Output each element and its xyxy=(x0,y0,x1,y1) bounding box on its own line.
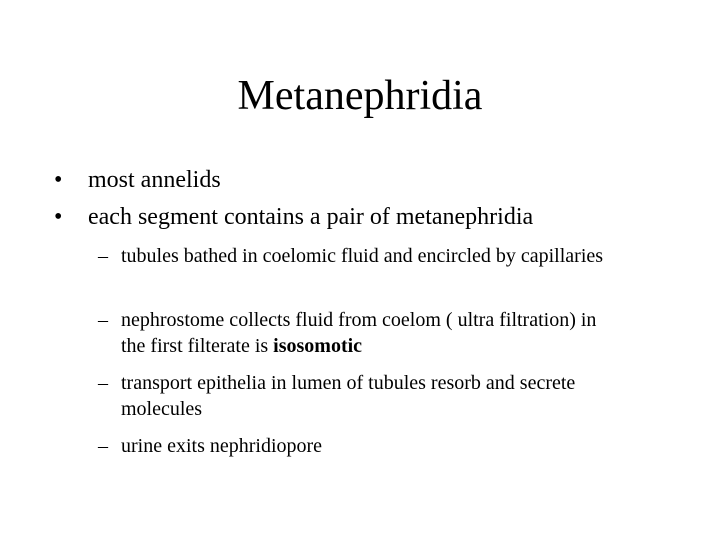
slide-title: Metanephridia xyxy=(237,73,483,119)
bullet-text: each segment contains a pair of metanephridia xyxy=(88,204,534,230)
sub-bullet-marker: – xyxy=(98,245,108,267)
sub-bullet-marker: – xyxy=(98,435,108,457)
sub-bullet-text-bold: isosomotic xyxy=(273,335,363,357)
sub-bullet-marker: – xyxy=(98,372,108,394)
bullet-marker: • xyxy=(54,167,63,193)
sub-bullet-text: urine exits nephridiopore xyxy=(121,435,323,457)
bullet-marker: • xyxy=(54,204,63,230)
bullet-text: most annelids xyxy=(88,167,221,193)
sub-bullet-text: tubules bathed in coelomic fluid and encircled by capillaries xyxy=(121,245,604,267)
sub-bullet-marker: – xyxy=(98,309,108,331)
sub-bullet-text-plain: nephrostome collects fluid from coelom ( ultra filtration) in the first filterate is xyxy=(121,309,597,357)
sub-bullet-text: transport epithelia in lumen of tubules resorb and secrete molecules xyxy=(121,372,576,420)
sub-bullet-text xyxy=(121,307,621,359)
